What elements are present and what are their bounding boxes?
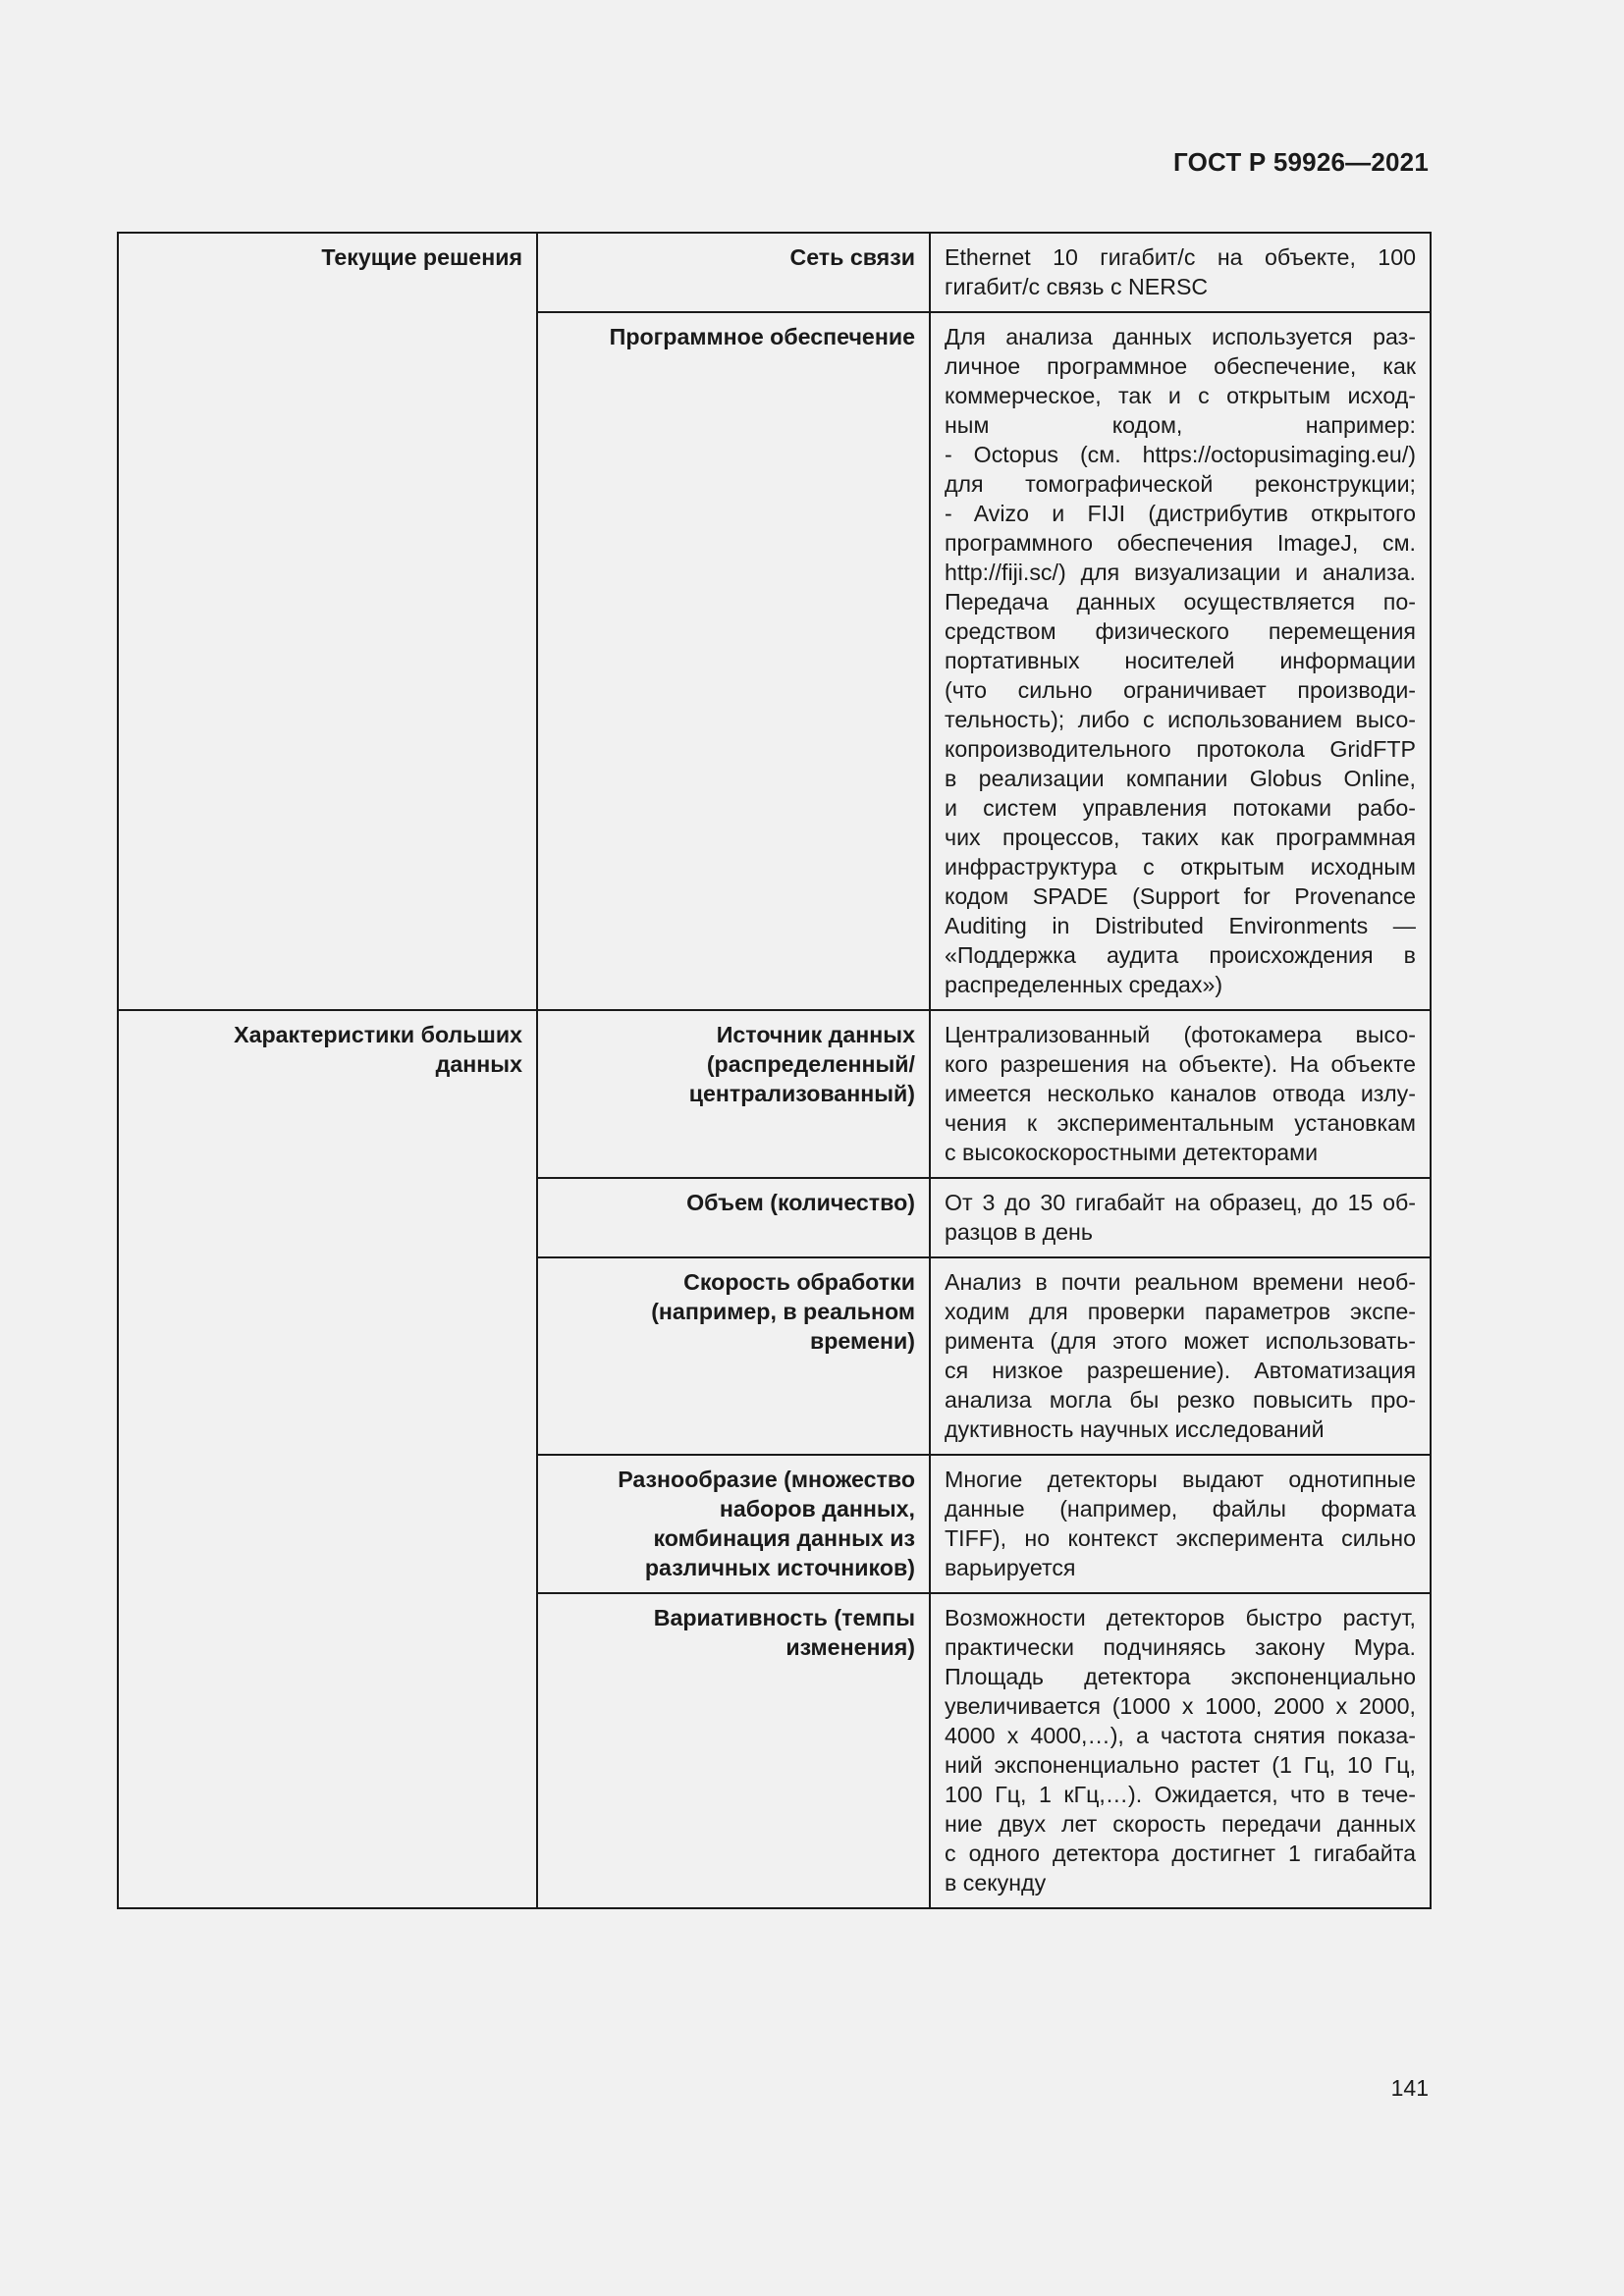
parameter-label-line: централизованный) xyxy=(688,1081,915,1106)
parameter-label-line: изменения) xyxy=(785,1634,915,1660)
value-text-line: в секунду xyxy=(945,1870,1047,1896)
category-label-line: Характеристики больших xyxy=(234,1022,522,1047)
value-text-line: http://fiji.sc/) для визуализации и анализа. xyxy=(945,560,1416,585)
value-text-line: чих процессов, таких как программная xyxy=(945,825,1416,850)
value-text-line: с одного детектора достигнет 1 гигабайта xyxy=(945,1841,1416,1866)
value-text-line: гигабит/с связь с NERSC xyxy=(945,274,1209,299)
value-text-line: TIFF), но контекст эксперимента сильно xyxy=(945,1525,1416,1551)
category-cell xyxy=(118,1010,537,1908)
parameter-cell xyxy=(537,1593,930,1908)
parameter-label-line: наборов данных, xyxy=(719,1496,915,1522)
standard-code: ГОСТ Р 59926—2021 xyxy=(1173,147,1429,177)
parameter-cell xyxy=(537,312,930,1010)
table-row xyxy=(118,233,1431,312)
value-text-line: - Octopus (см. https://octopusimaging.eu/) xyxy=(945,442,1416,467)
value-text-line: От 3 до 30 гигабайт на образец, до 15 об- xyxy=(945,1190,1416,1215)
value-text-line: ний экспоненциально растет (1 Гц, 10 Гц, xyxy=(945,1752,1416,1778)
value-text-line: кого разрешения на объекте). На объекте xyxy=(945,1051,1416,1077)
value-text-line: ся низкое разрешение). Автоматизация xyxy=(945,1358,1416,1383)
value-cell xyxy=(930,1455,1431,1593)
value-cell xyxy=(930,312,1431,1010)
parameter-cell xyxy=(537,233,930,312)
category-label-line: данных xyxy=(435,1051,522,1077)
value-text-line: кодом SPADE (Support for Provenance xyxy=(945,883,1416,909)
parameter-label-line: Вариативность (темпы xyxy=(653,1605,915,1630)
value-text-line: Передача данных осуществляется по- xyxy=(945,589,1416,614)
parameter-cell xyxy=(537,1257,930,1455)
parameter-cell xyxy=(537,1455,930,1593)
value-text-line: ходим для проверки параметров экспе- xyxy=(945,1299,1416,1324)
value-text-line: Auditing in Distributed Environments — xyxy=(945,913,1416,938)
table-row xyxy=(118,1010,1431,1178)
value-text-line: (что сильно ограничивает производи- xyxy=(945,677,1416,703)
parameter-cell xyxy=(537,1010,930,1178)
value-text-line: дуктивность научных исследований xyxy=(945,1416,1325,1442)
value-text-line: практически подчиняясь закону Мура. xyxy=(945,1634,1416,1660)
parameter-label-line: Источник данных xyxy=(716,1022,915,1047)
value-text-line: копроизводительного протокола GridFTP xyxy=(945,736,1416,762)
parameter-label-line: Скорость обработки xyxy=(683,1269,915,1295)
parameter-label-line: Разнообразие (множество xyxy=(618,1467,915,1492)
value-text-line: 4000 x 4000,…), а частота снятия показа- xyxy=(945,1723,1416,1748)
value-text-line: ным кодом, например: xyxy=(945,412,1416,438)
value-cell xyxy=(930,1178,1431,1257)
value-text-line: чения к экспериментальным установкам xyxy=(945,1110,1416,1136)
value-text-line: Возможности детекторов быстро растут, xyxy=(945,1605,1416,1630)
value-text-line: и систем управления потоками рабо- xyxy=(945,795,1416,821)
value-cell xyxy=(930,233,1431,312)
value-text-line: варьируется xyxy=(945,1555,1076,1580)
table-body xyxy=(118,233,1431,1908)
parameter-label-line: Сеть связи xyxy=(789,244,915,270)
value-text-line: разцов в день xyxy=(945,1219,1093,1245)
value-text-line: увеличивается (1000 x 1000, 2000 x 2000, xyxy=(945,1693,1416,1719)
value-text-line: средством физического перемещения xyxy=(945,618,1416,644)
value-text-line: программного обеспечения ImageJ, см. xyxy=(945,530,1416,556)
value-text-line: Ethernet 10 гигабит/с на объекте, 100 xyxy=(945,244,1416,270)
value-text-line: с высокоскоростными детекторами xyxy=(945,1140,1319,1165)
page-number: 141 xyxy=(1390,2075,1429,2101)
value-text-line: личное программное обеспечение, как xyxy=(945,353,1416,379)
value-text-line: данные (например, файлы формата xyxy=(945,1496,1416,1522)
value-text-line: Анализ в почти реальном времени необ- xyxy=(945,1269,1416,1295)
parameter-label-line: (распределенный/ xyxy=(706,1051,915,1077)
value-text-line: 100 Гц, 1 кГц,…). Ожидается, что в тече- xyxy=(945,1782,1416,1807)
value-text-line: портативных носителей информации xyxy=(945,648,1416,673)
value-text-line: римента (для этого может использовать- xyxy=(945,1328,1416,1354)
category-cell xyxy=(118,233,537,1010)
value-text-line: коммерческое, так и с открытым исход- xyxy=(945,383,1416,408)
value-text-line: Многие детекторы выдают однотипные xyxy=(945,1467,1416,1492)
value-text-line: имеется несколько каналов отвода излу- xyxy=(945,1081,1416,1106)
value-text-line: Централизованный (фотокамера высо- xyxy=(945,1022,1416,1047)
parameter-label-line: (например, в реальном xyxy=(651,1299,915,1324)
value-text-line: инфраструктура с открытым исходным xyxy=(945,854,1416,880)
value-text-line: анализа могла бы резко повысить про- xyxy=(945,1387,1416,1413)
parameter-label-line: комбинация данных из xyxy=(653,1525,915,1551)
value-text-line: ние двух лет скорость передачи данных xyxy=(945,1811,1416,1837)
value-text-line: «Поддержка аудита происхождения в xyxy=(945,942,1416,968)
value-text-line: для томографической реконструкции; xyxy=(945,471,1416,497)
value-text-line: в реализации компании Globus Online, xyxy=(945,766,1416,791)
value-text-line: распределенных средах») xyxy=(945,972,1223,997)
parameter-cell xyxy=(537,1178,930,1257)
value-text-line: Площадь детектора экспоненциально xyxy=(945,1664,1416,1689)
document-header xyxy=(1173,147,1429,178)
value-cell xyxy=(930,1257,1431,1455)
value-text-line: тельность); либо с использованием высо- xyxy=(945,707,1416,732)
parameter-label-line: различных источников) xyxy=(644,1555,915,1580)
value-text-line: Для анализа данных используется раз- xyxy=(945,324,1416,349)
specification-table xyxy=(117,232,1432,1909)
category-label-line: Текущие решения xyxy=(321,244,522,270)
value-text-line: - Avizo и FIJI (дистрибутив открытого xyxy=(945,501,1416,526)
value-cell xyxy=(930,1593,1431,1908)
value-cell xyxy=(930,1010,1431,1178)
parameter-label-line: времени) xyxy=(809,1328,915,1354)
parameter-label-line: Программное обеспечение xyxy=(609,324,915,349)
parameter-label-line: Объем (количество) xyxy=(686,1190,915,1215)
